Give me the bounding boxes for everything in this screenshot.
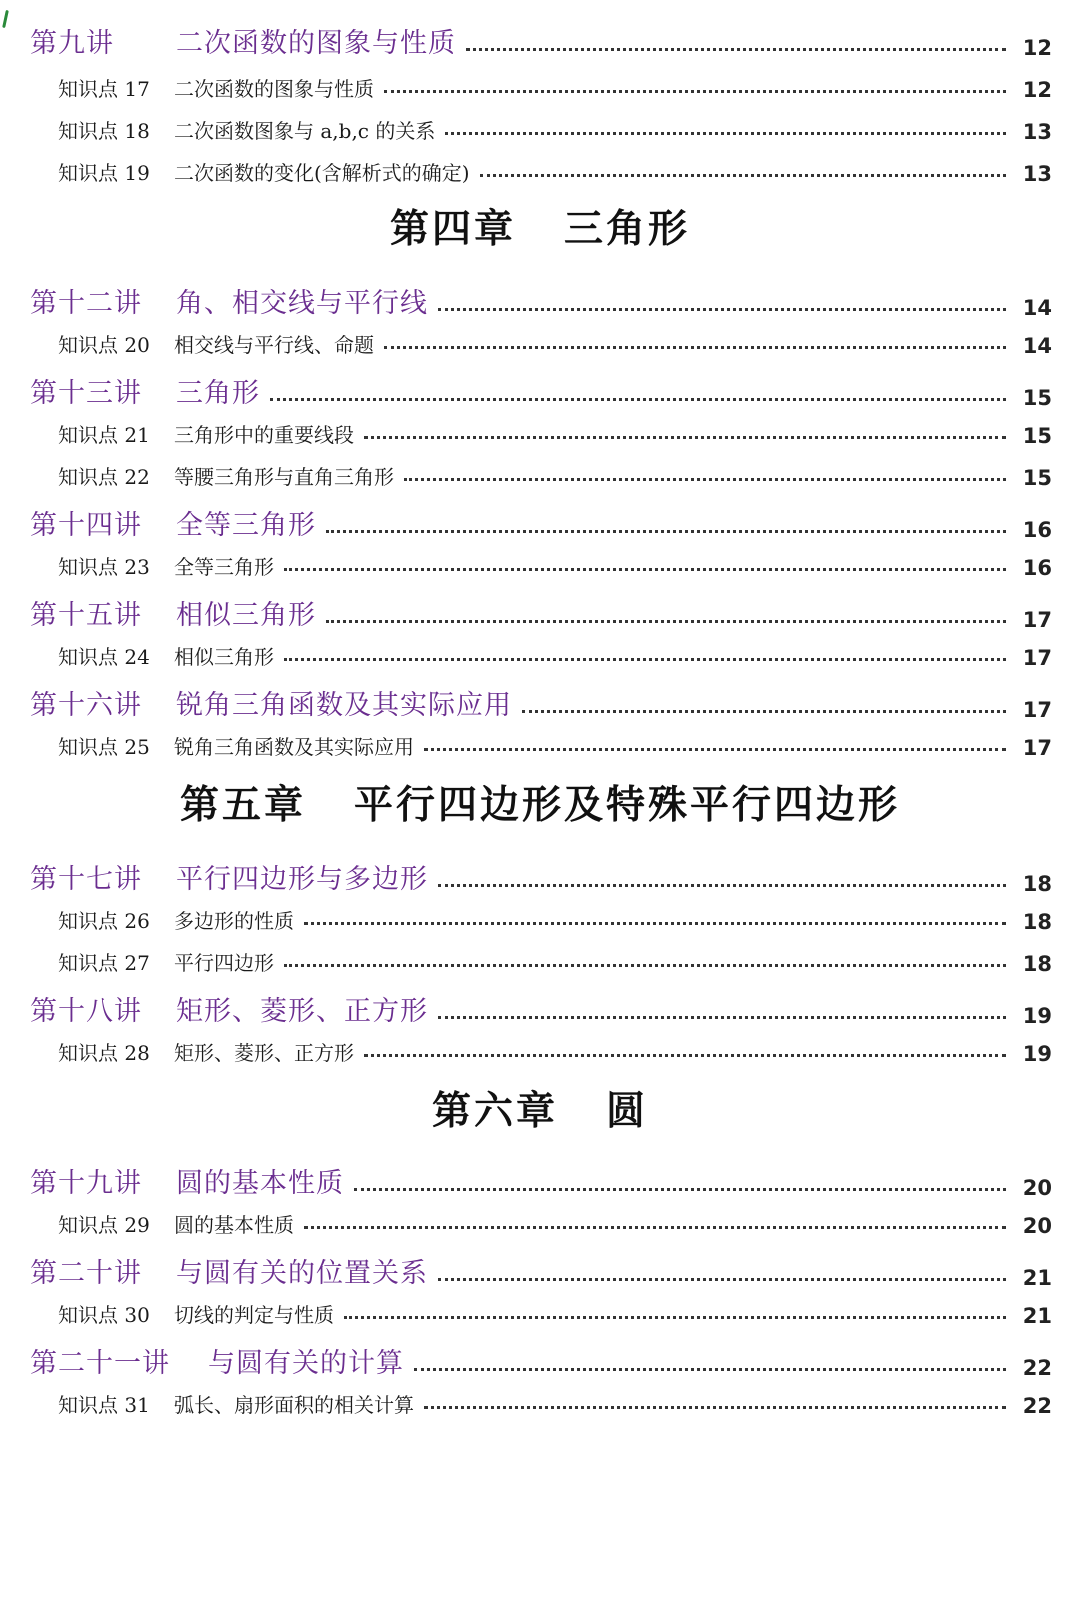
page-number: 15 bbox=[1022, 466, 1052, 490]
point-title: 平行四边形 bbox=[174, 951, 274, 975]
point-label: 知识点 26 bbox=[58, 909, 150, 933]
point-label: 知识点 21 bbox=[58, 423, 150, 447]
dot-leader bbox=[466, 48, 1006, 51]
point-label: 知识点 23 bbox=[58, 555, 150, 579]
page-number: 14 bbox=[1022, 296, 1052, 320]
page-number: 17 bbox=[1022, 736, 1052, 760]
chapter-title: 三角形 bbox=[564, 207, 691, 252]
page-number: 20 bbox=[1022, 1176, 1052, 1200]
toc-lesson-17[interactable] bbox=[0, 856, 1080, 896]
point-title: 锐角三角函数及其实际应用 bbox=[174, 735, 414, 759]
toc-point-23[interactable] bbox=[0, 550, 1080, 580]
point-title: 二次函数的图象与性质 bbox=[174, 77, 374, 101]
lesson-title: 平行四边形与多边形 bbox=[176, 864, 428, 895]
lesson-title: 全等三角形 bbox=[176, 510, 316, 541]
toc-lesson-9[interactable] bbox=[0, 20, 1080, 60]
toc-lesson-18[interactable] bbox=[0, 988, 1080, 1028]
page-number: 21 bbox=[1022, 1266, 1052, 1290]
toc-point-24[interactable] bbox=[0, 640, 1080, 670]
dot-leader bbox=[344, 1316, 1006, 1319]
page-number: 16 bbox=[1022, 556, 1052, 580]
lesson-label: 第十二讲 bbox=[30, 288, 142, 319]
lesson-title: 锐角三角函数及其实际应用 bbox=[176, 690, 512, 721]
lesson-title: 与圆有关的位置关系 bbox=[176, 1258, 428, 1289]
dot-leader bbox=[326, 620, 1006, 623]
page-number: 22 bbox=[1022, 1394, 1052, 1418]
page-number: 13 bbox=[1022, 120, 1052, 144]
dot-leader bbox=[438, 308, 1006, 311]
chapter-title: 平行四边形及特殊平行四边形 bbox=[354, 783, 901, 828]
lesson-title: 角、相交线与平行线 bbox=[176, 288, 428, 319]
dot-leader bbox=[284, 658, 1006, 661]
page-number: 20 bbox=[1022, 1214, 1052, 1238]
dot-leader bbox=[304, 922, 1006, 925]
page-number: 22 bbox=[1022, 1356, 1052, 1380]
page-number: 19 bbox=[1022, 1004, 1052, 1028]
dot-leader bbox=[284, 568, 1006, 571]
toc-point-20[interactable] bbox=[0, 328, 1080, 358]
dot-leader bbox=[364, 436, 1006, 439]
toc-lesson-12[interactable] bbox=[0, 280, 1080, 320]
dot-leader bbox=[384, 346, 1006, 349]
page-number: 17 bbox=[1022, 698, 1052, 722]
toc-lesson-19[interactable] bbox=[0, 1160, 1080, 1200]
point-title: 切线的判定与性质 bbox=[174, 1303, 334, 1327]
lesson-label: 第十九讲 bbox=[30, 1168, 142, 1199]
page-number: 21 bbox=[1022, 1304, 1052, 1328]
point-title: 二次函数图象与 a,b,c 的关系 bbox=[174, 119, 436, 143]
lesson-label: 第十七讲 bbox=[30, 864, 142, 895]
chapter-label: 第四章 bbox=[389, 207, 516, 252]
point-title: 相交线与平行线、命题 bbox=[174, 333, 374, 357]
lesson-title: 圆的基本性质 bbox=[176, 1168, 344, 1199]
dot-leader bbox=[326, 530, 1006, 533]
lesson-title: 三角形 bbox=[176, 378, 260, 409]
toc-point-18[interactable] bbox=[0, 114, 1080, 144]
dot-leader bbox=[284, 964, 1006, 967]
page-number: 16 bbox=[1022, 518, 1052, 542]
page-number: 18 bbox=[1022, 872, 1052, 896]
toc-lesson-14[interactable] bbox=[0, 502, 1080, 542]
page-number: 18 bbox=[1022, 910, 1052, 934]
dot-leader bbox=[304, 1226, 1006, 1229]
toc-point-25[interactable] bbox=[0, 730, 1080, 760]
point-label: 知识点 30 bbox=[58, 1303, 150, 1327]
point-title: 多边形的性质 bbox=[174, 909, 294, 933]
toc-lesson-16[interactable] bbox=[0, 682, 1080, 722]
lesson-label: 第十三讲 bbox=[30, 378, 142, 409]
dot-leader bbox=[438, 1016, 1006, 1019]
chapter-5-heading bbox=[0, 774, 1080, 830]
toc-lesson-21[interactable] bbox=[0, 1340, 1080, 1380]
dot-leader bbox=[354, 1188, 1006, 1191]
page-number: 15 bbox=[1022, 424, 1052, 448]
toc-lesson-20[interactable] bbox=[0, 1250, 1080, 1290]
lesson-title: 矩形、菱形、正方形 bbox=[176, 996, 428, 1027]
toc-lesson-13[interactable] bbox=[0, 370, 1080, 410]
point-label: 知识点 28 bbox=[58, 1041, 150, 1065]
page-number: 12 bbox=[1022, 78, 1052, 102]
chapter-6-heading bbox=[0, 1080, 1080, 1136]
lesson-label: 第二十一讲 bbox=[30, 1348, 170, 1379]
point-label: 知识点 19 bbox=[58, 161, 150, 185]
dot-leader bbox=[424, 1406, 1006, 1409]
point-label: 知识点 18 bbox=[58, 119, 150, 143]
dot-leader bbox=[414, 1368, 1006, 1371]
chapter-title: 圆 bbox=[606, 1089, 649, 1134]
point-title: 矩形、菱形、正方形 bbox=[174, 1041, 354, 1065]
toc-point-19[interactable] bbox=[0, 156, 1080, 186]
page-number: 14 bbox=[1022, 334, 1052, 358]
point-title: 二次函数的变化(含解析式的确定) bbox=[174, 161, 470, 185]
page-number: 15 bbox=[1022, 386, 1052, 410]
dot-leader bbox=[480, 174, 1006, 177]
dot-leader bbox=[364, 1054, 1006, 1057]
point-title: 全等三角形 bbox=[174, 555, 274, 579]
point-label: 知识点 25 bbox=[58, 735, 150, 759]
point-label: 知识点 31 bbox=[58, 1393, 150, 1417]
point-title: 弧长、扇形面积的相关计算 bbox=[174, 1393, 414, 1417]
point-title: 三角形中的重要线段 bbox=[174, 423, 354, 447]
point-label: 知识点 27 bbox=[58, 951, 150, 975]
toc-point-27[interactable] bbox=[0, 946, 1080, 976]
dot-leader bbox=[438, 884, 1006, 887]
toc-point-17[interactable] bbox=[0, 72, 1080, 102]
point-label: 知识点 24 bbox=[58, 645, 150, 669]
dot-leader bbox=[404, 478, 1006, 481]
lesson-label: 第十六讲 bbox=[30, 690, 142, 721]
lesson-label: 第十八讲 bbox=[30, 996, 142, 1027]
dot-leader bbox=[384, 90, 1006, 93]
toc-lesson-15[interactable] bbox=[0, 592, 1080, 632]
page-number: 18 bbox=[1022, 952, 1052, 976]
lesson-title: 二次函数的图象与性质 bbox=[176, 28, 456, 59]
lesson-label: 第二十讲 bbox=[30, 1258, 142, 1289]
point-title: 圆的基本性质 bbox=[174, 1213, 294, 1237]
toc-point-26[interactable] bbox=[0, 904, 1080, 934]
toc-point-28[interactable] bbox=[0, 1036, 1080, 1066]
toc-point-22[interactable] bbox=[0, 460, 1080, 490]
point-label: 知识点 20 bbox=[58, 333, 150, 357]
page-number: 17 bbox=[1022, 646, 1052, 670]
page-number: 12 bbox=[1022, 36, 1052, 60]
dot-leader bbox=[438, 1278, 1006, 1281]
point-title: 等腰三角形与直角三角形 bbox=[174, 465, 394, 489]
dot-leader bbox=[424, 748, 1006, 751]
chapter-label: 第六章 bbox=[431, 1089, 558, 1134]
toc-point-21[interactable] bbox=[0, 418, 1080, 448]
toc-point-30[interactable] bbox=[0, 1298, 1080, 1328]
lesson-title: 相似三角形 bbox=[176, 600, 316, 631]
lesson-label: 第十四讲 bbox=[30, 510, 142, 541]
dot-leader bbox=[522, 710, 1006, 713]
page-number: 13 bbox=[1022, 162, 1052, 186]
toc-point-31[interactable] bbox=[0, 1388, 1080, 1418]
lesson-title: 与圆有关的计算 bbox=[208, 1348, 404, 1379]
dot-leader bbox=[445, 132, 1006, 135]
lesson-label: 第九讲 bbox=[30, 28, 114, 59]
point-title: 相似三角形 bbox=[174, 645, 274, 669]
chapter-label: 第五章 bbox=[179, 783, 306, 828]
point-label: 知识点 22 bbox=[58, 465, 150, 489]
lesson-label: 第十五讲 bbox=[30, 600, 142, 631]
page-number: 17 bbox=[1022, 608, 1052, 632]
point-label: 知识点 17 bbox=[58, 77, 150, 101]
dot-leader bbox=[270, 398, 1006, 401]
chapter-4-heading bbox=[0, 198, 1080, 254]
point-label: 知识点 29 bbox=[58, 1213, 150, 1237]
toc-point-29[interactable] bbox=[0, 1208, 1080, 1238]
page-number: 19 bbox=[1022, 1042, 1052, 1066]
